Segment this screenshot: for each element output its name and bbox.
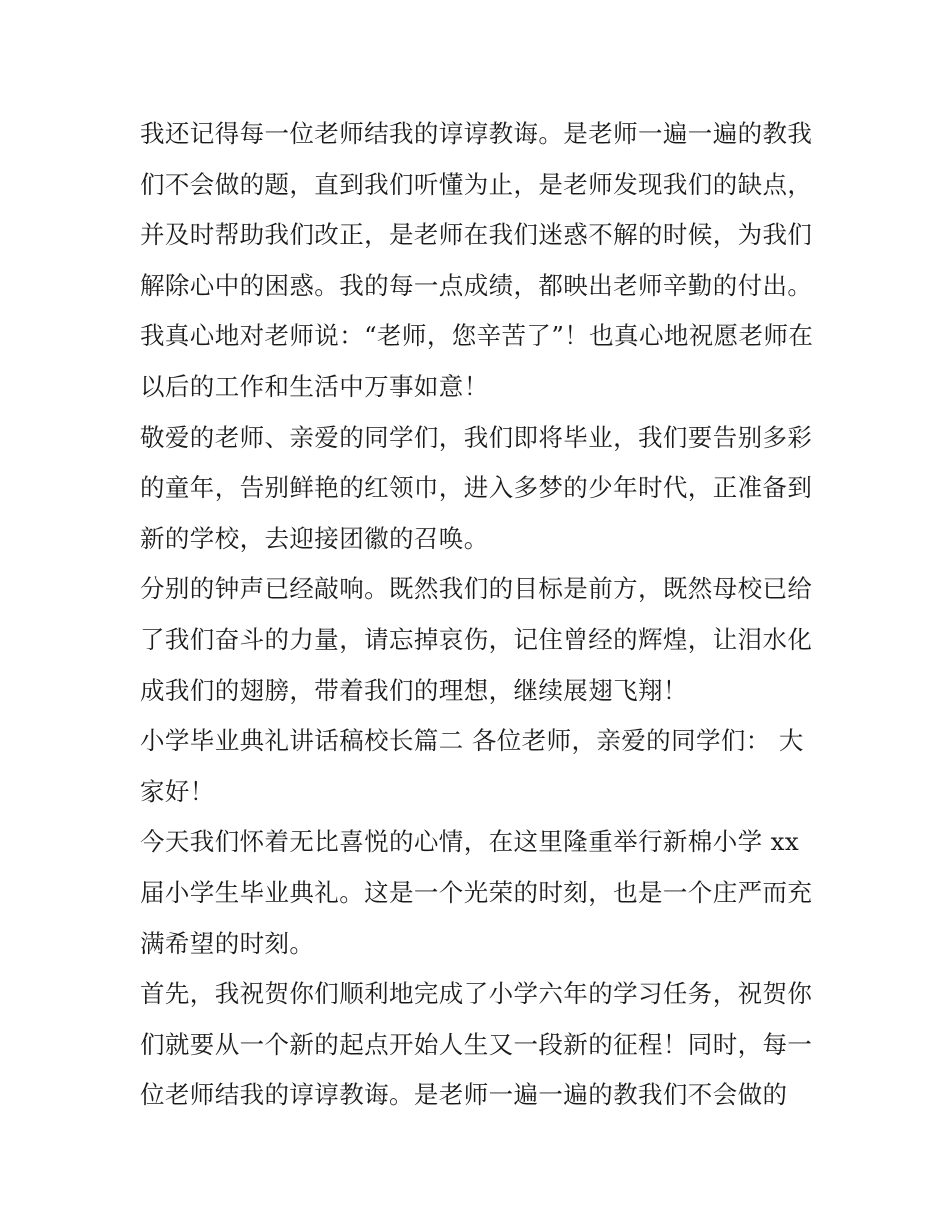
- text-line: 满希望的时刻。: [140, 928, 315, 958]
- text-line: 们不会做的题，直到我们听懂为止，是老师发现我们的缺点，: [140, 169, 813, 199]
- text-line: 敬爱的老师、亲爱的同学们，我们即将毕业，我们要告别多彩: [140, 422, 813, 452]
- text-line: 成我们的翅膀，带着我们的理想，继续展翅飞翔！: [140, 675, 688, 705]
- text-line: 首先，我祝贺你们顺利地完成了小学六年的学习任务，祝贺你: [140, 979, 813, 1009]
- text-line: 新的学校，去迎接团徽的召唤。: [140, 523, 489, 553]
- text-line: 了我们奋斗的力量，请忘掉哀伤，记住曾经的辉煌，让泪水化: [140, 624, 813, 654]
- text-line: 的童年，告别鲜艳的红领巾，进入多梦的少年时代，正准备到: [140, 473, 813, 503]
- document-body: [140, 109, 812, 1121]
- text-line: 我还记得每一位老师结我的谆谆教诲。是老师一遍一遍的教我: [140, 119, 813, 148]
- text-line: 家好！: [140, 776, 215, 806]
- text-line: 以后的工作和生活中万事如意！: [140, 371, 489, 401]
- text-line: 位老师结我的谆谆教诲。是老师一遍一遍的教我们不会做的: [140, 1080, 788, 1110]
- text-line: 小学毕业典礼讲话稿校长篇二 各位老师，亲爱的同学们： 大: [140, 726, 804, 756]
- text-line: 我真心地对老师说：“老师，您辛苦了”！也真心地祝愿老师在: [140, 321, 814, 351]
- text-line: 并及时帮助我们改正，是老师在我们迷惑不解的时候，为我们: [140, 220, 813, 250]
- text-line: 解除心中的困惑。我的每一点成绩，都映出老师辛勤的付出。: [140, 270, 813, 300]
- text-line: 分别的钟声已经敲响。既然我们的目标是前方，既然母校已给: [140, 574, 813, 604]
- text-line: 届小学生毕业典礼。这是一个光荣的时刻，也是一个庄严而充: [140, 877, 813, 907]
- text-line: 今天我们怀着无比喜悦的心情，在这里隆重举行新棉小学 xx: [140, 827, 800, 857]
- text-line: 们就要从一个新的起点开始人生又一段新的征程！同时，每一: [140, 1029, 813, 1059]
